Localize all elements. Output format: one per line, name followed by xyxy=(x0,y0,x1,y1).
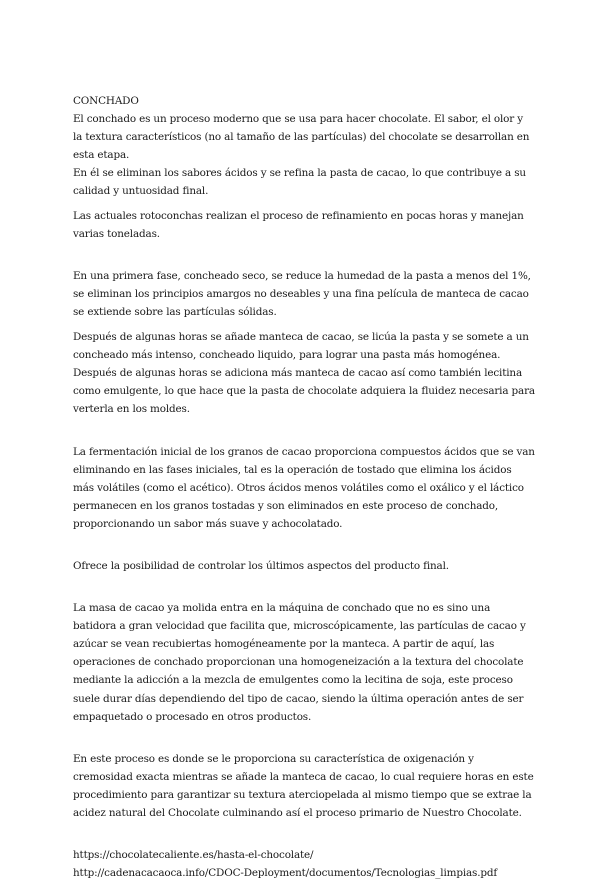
final-control-paragraph: Ofrece la posibilidad de controlar los últimos aspectos del producto final. xyxy=(73,559,449,572)
dry-phase-paragraph: En una primera fase, concheado seco, se reduce la humedad de la pasta a menos del 1%, se eliminan los principios amargos no deseables y una fina película de manteca de cacao se extiende sobre las partículas sólidas. xyxy=(73,269,531,318)
fermentation-paragraph: La fermentación inicial de los granos de cacao proporciona compuestos ácidos que se van eliminando en las fases iniciales, tal es la operación de tostado que elimina los ácidos más volátiles (como el acético). Otros ácidos menos volátiles como el oxálico y el láctico permanecen en los granos tostadas y son eliminados en este proceso de conchado, proporcionando un sabor más suave y achocolatado. xyxy=(73,445,535,530)
source-link-1[interactable]: https://chocolatecaliente.es/hasta-el-chocolate/ xyxy=(73,849,314,862)
intro-paragraph: El conchado es un proceso moderno que se usa para hacer chocolate. El sabor, el olor y la textura característicos (no al tamaño de las partículas) del chocolate se desarrollan en esta etapa. xyxy=(73,113,530,162)
rotoconchas-paragraph: Las actuales rotoconchas realizan el proceso de refinamiento en pocas horas y manejan varias toneladas. xyxy=(73,209,524,240)
document-body xyxy=(73,92,535,882)
mass-paragraph: La masa de cacao ya molida entra en la máquina de conchado que no es sino una batidora a gran velocidad que facilita que, microscópicamente, las partículas de cacao y azúcar se vean recubiertas homogéneamente por la manteca. A partir de aquí, las operaciones de conchado proporcionan una homogeneización a la textura del chocolate mediante la adicción a la mezcla de emulgentes como la lecitina de soja, este proceso suele durar días dependiendo del tipo de cacao, siendo la última operación antes de ser empaquetado o procesado en otros productos. xyxy=(73,602,526,723)
section-heading: CONCHADO xyxy=(73,95,139,107)
intro-paragraph-2: En él se eliminan los sabores ácidos y se refina la pasta de cacao, lo que contribuye a su calidad y untuosidad final. xyxy=(73,167,526,198)
oxygenation-paragraph: En este proceso es donde se le proporciona su característica de oxigenación y cremosidad exacta mientras se añade la manteca de cacao, lo cual requiere horas en este procedimiento para garantizar su textura aterciopelada al mismo tiempo que se extrae la acidez natural del Chocolate culminando así el proceso primario de Nuestro Chocolate. xyxy=(73,752,534,819)
liquid-phase-paragraph: Después de algunas horas se añade manteca de cacao, se licúa la pasta y se somete a un concheado más intenso, concheado liquido, para lograr una pasta más homogénea. Después de algunas horas se adiciona más manteca de cacao así como también lecitina como emulgente, lo que hace que la pasta de chocolate adquiera la fluidez necesaria para verterla en los moldes. xyxy=(73,331,535,416)
source-link-2[interactable]: http://cadenacacaoca.info/CDOC-Deployment/documentos/Tecnologias_limpias.pdf xyxy=(73,867,498,880)
